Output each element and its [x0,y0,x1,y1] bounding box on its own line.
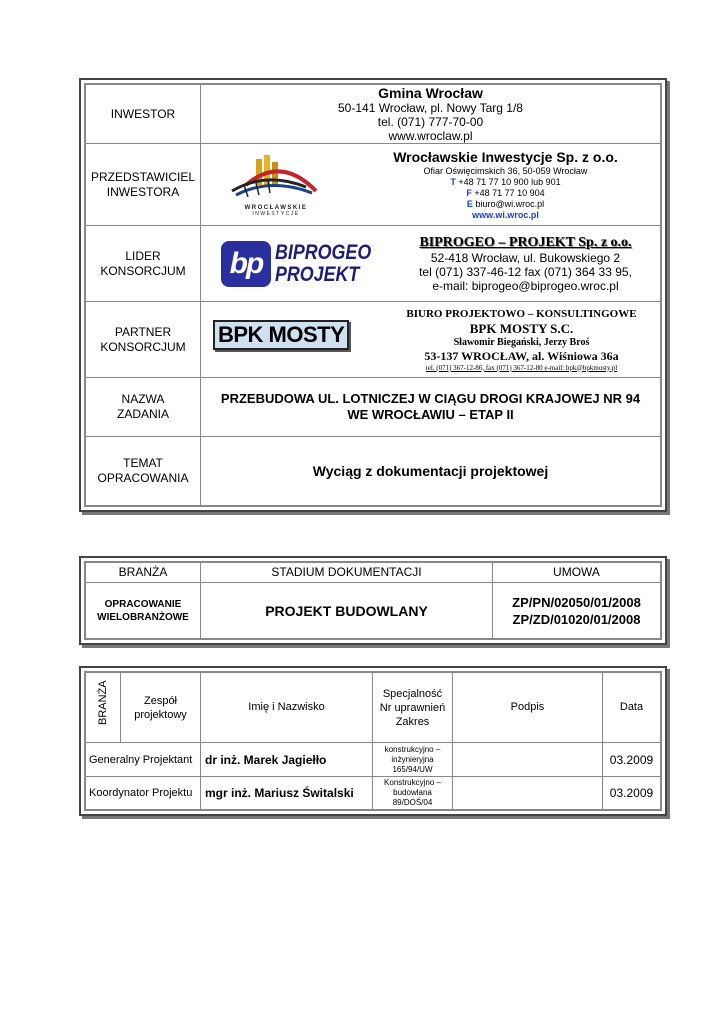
leader-contact [391,234,660,293]
investor-address: 50-141 Wrocław, pl. Nowy Targ 1/8 [338,101,523,115]
leader-label-line1: LIDER [125,248,161,263]
representative-fax [351,188,660,199]
representative-www: www.wi.wroc.pl [472,209,539,220]
subject-row [86,437,661,506]
row-spec-line2: budowlana [393,788,432,797]
partner-contact [383,307,660,373]
representative-name: Wrocławskie Inwestycje Sp. z o.o. [393,148,618,165]
leader-name: BIPROGEO – PROJEKT Sp. z o.o. [419,235,632,250]
subject-label-line1: TEMAT [123,456,163,470]
bpk-logo-wrap [201,302,383,350]
task-line1: PRZEBUDOWA UL. LOTNICZEJ W CIĄGU DROGI KRAJOWEJ NR 94 [220,391,641,406]
branch-line2: WIELOBRANŻOWE [97,611,189,623]
branch-line1: OPRACOWANIE [104,598,182,610]
investor-label: INWESTOR [86,85,201,144]
team-block [79,666,667,816]
team-row-date: 03.2009 [603,777,661,810]
leader-label [86,226,201,302]
partner-line1: BIURO PROJEKTOWO – KONSULTINGOWE [406,307,637,320]
biprogeo-logo [201,241,391,287]
stage-header-branch: BRANŻA [86,563,201,583]
representative-contact [351,149,660,221]
team-row-signature [453,777,603,810]
team-line1: Zespół [143,694,178,707]
task-row [86,378,661,437]
representative-label-line1: PRZEDSTAWICIEL [90,169,195,184]
branch-vertical-label: BRANŻA [97,679,109,725]
header-block [79,78,667,512]
team-header-signature: Podpis [453,673,603,743]
investor-name: Gmina Wrocław [378,85,483,101]
task-label [86,378,201,437]
leader-row [86,226,661,302]
partner-label-line1: PARTNER [114,324,172,339]
team-header-date: Data [603,673,661,743]
team-row-role: Generalny Projektant [86,743,201,777]
subject-value: Wyciąg z dokumentacji projektowej [201,437,661,506]
team-row-spec [373,777,453,810]
leader-label-line2: KONSORCJUM [100,263,186,278]
partner-label [86,302,201,378]
row-spec-line3: 89/DOŚ/04 [392,798,433,807]
contract-line1: ZP/PN/02050/01/2008 [512,594,641,610]
stage-value: PROJEKT BUDOWLANY [201,583,493,639]
row-spec-line1: Konstrukcyjno – [384,778,441,787]
bp-logo-badge: bp [221,241,271,287]
phone-prefix: T [450,176,456,187]
investor-www: www.wroclaw.pl [388,129,473,143]
stage-header-contract: UMOWA [493,563,661,583]
bridge-logo-icon [226,153,326,205]
leader-phone: tel (071) 337-46-12 fax (071) 364 33 95, [419,265,632,279]
contract-line2: ZP/ZD/01020/01/2008 [512,611,641,627]
team-header-team [121,673,201,743]
team-row [86,777,661,810]
representative-label [86,144,201,226]
stage-header-row [86,563,661,583]
row-spec-line3: 165/94/UW [392,764,433,774]
team-row-signature [453,743,603,777]
leader-info [201,226,661,302]
team-line2: projektowy [134,708,187,721]
partner-info [201,302,661,378]
spec-line3: Zakres [395,715,430,728]
fax-prefix: F [466,187,472,198]
logo-text-line1: WROCŁAWSKIE [244,204,308,211]
partner-line4: 53-137 WROCŁAW, al. Wiśniowa 36a [424,348,619,363]
bpk-mosty-logo: BPK MOSTY [213,320,349,350]
team-header-name: Imię i Nazwisko [201,673,373,743]
stage-branch [86,583,201,639]
team-header-branch [86,673,121,743]
partner-line2: BPK MOSTY S.C. [469,320,574,336]
leader-address: 52-418 Wrocław, ul. Bukowskiego 2 [430,251,621,265]
email-value: biuro@wi.wroc.pl [475,198,545,209]
representative-address: Ofiar Oświęcimskich 36, 50-059 Wrocław [423,165,588,176]
leader-email: e-mail: biprogeo@biprogeo.wroc.pl [432,279,619,293]
fax-value: +48 71 77 10 904 [474,187,545,198]
subject-label-line2: OPRACOWANIA [97,471,189,485]
partner-line3: Sławomir Biegański, Jerzy Broś [453,336,590,348]
wroclawskie-inwestycje-logo [201,153,351,217]
task-line2: WE WROCŁAWIU – ETAP II [347,407,514,422]
team-header-row [86,673,661,743]
representative-label-line2: INWESTORA [106,184,180,199]
team-row-name: dr inż. Marek Jagiełło [201,743,373,777]
investor-info [201,85,661,144]
logo-line2: PROJEKT [275,262,360,286]
partner-line5: tel. (071) 367-12-86, fax (071) 367-12-80 e-mail: bpk@bpkmosty.pl [425,363,618,372]
row-spec-line1: konstrukcyjno – [384,744,441,754]
spec-line2: Nr uprawnień [379,701,446,714]
team-row [86,743,661,777]
contract-value [493,583,661,639]
investor-phone: tel. (071) 777-70-00 [377,115,484,129]
task-label-line1: NAZWA [121,392,165,406]
investor-row [86,85,661,144]
team-row-name: mgr inż. Mariusz Świtalski [201,777,373,810]
task-label-line2: ZADANIA [116,407,169,421]
team-header-spec [373,673,453,743]
stage-value-row [86,583,661,639]
logo-line1: BIPROGEO [275,240,372,264]
representative-row [86,144,661,226]
team-row-spec [373,743,453,777]
row-spec-line2: inżynieryjna [391,754,434,764]
stage-header-stage: STADIUM DOKUMENTACJI [201,563,493,583]
partner-label-line2: KONSORCJUM [100,339,186,354]
email-prefix: E [466,198,473,209]
representative-phone [351,177,660,188]
subject-label [86,437,201,506]
representative-email [351,199,660,210]
phone-value: +48 71 77 10 900 lub 901 [458,176,561,187]
representative-info [201,144,661,226]
team-row-role: Koordynator Projektu [86,777,201,810]
stage-block [79,556,667,645]
task-value [201,378,661,437]
team-row-date: 03.2009 [603,743,661,777]
spec-line1: Specjalność [382,687,443,700]
partner-row [86,302,661,378]
logo-text-line2: INWESTYCJE [252,210,300,217]
